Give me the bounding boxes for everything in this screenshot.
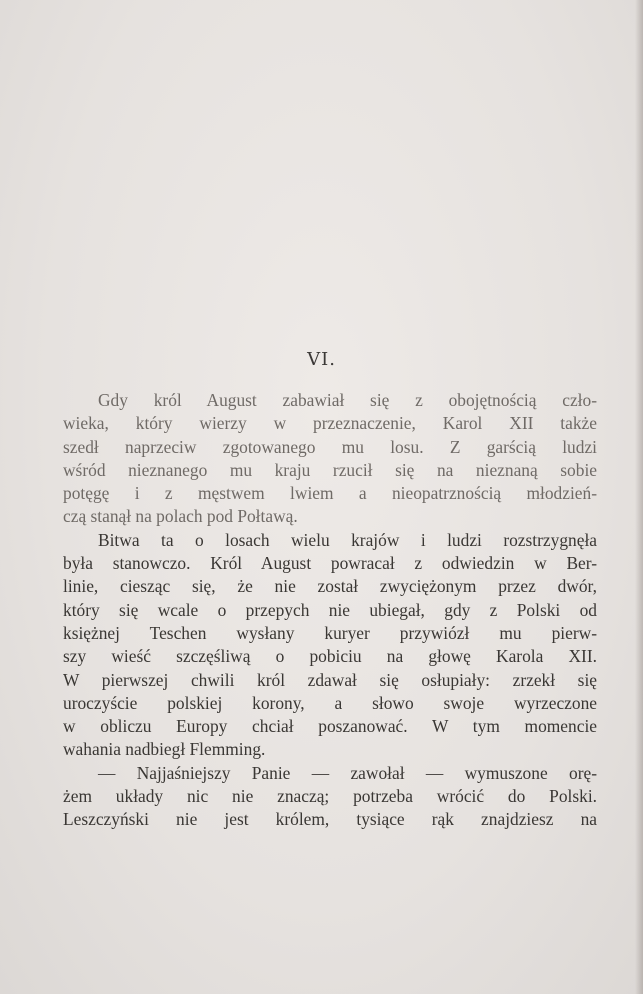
text-line: była stanowczo. Król August powracał z odwiedzin w Ber- bbox=[63, 553, 597, 574]
text-line: szy wieść szczęśliwą o pobiciu na głowę Karola XII. bbox=[63, 646, 597, 667]
text-line: wśród nieznanego mu kraju rzucił się na nieznaną sobie bbox=[63, 459, 597, 480]
text-line: — Najjaśniejszy Panie — zawołał — wymuszone orę- bbox=[98, 762, 597, 783]
body-text bbox=[63, 389, 597, 832]
text-line: w obliczu Europy chciał poszanować. W tym momencie bbox=[63, 716, 597, 737]
text-line: szedł naprzeciw zgotowanego mu losu. Z garścią ludzi bbox=[63, 436, 597, 457]
text-line: Leszczyński nie jest królem, tysiące rąk znajdziesz na bbox=[63, 809, 597, 830]
text-line: W pierwszej chwili król zdawał się osłupiały: zrzekł się bbox=[63, 669, 597, 690]
text-line: wahania nadbiegł Flemming. bbox=[63, 739, 266, 760]
text-line: księżnej Teschen wysłany kuryer przywiózł mu pierw- bbox=[63, 622, 597, 643]
text-line: który się wcale o przepych nie ubiegał, gdy z Polski od bbox=[63, 599, 597, 620]
text-line: Bitwa ta o losach wielu krajów i ludzi rozstrzygnęła bbox=[98, 529, 597, 550]
text-line: linie, ciesząc się, że nie został zwyciężonym przez dwór, bbox=[63, 576, 597, 597]
text-line: czą stanął na polach pod Połtawą. bbox=[63, 506, 298, 527]
text-line: potęgę i z męstwem lwiem a nieopatrznością młodzień- bbox=[63, 483, 597, 504]
text-line: wieka, który wierzy w przeznaczenie, Karol XII także bbox=[63, 413, 597, 434]
text-line: żem układy nic nie znaczą; potrzeba wrócić do Polski. bbox=[63, 786, 597, 807]
text-line: Gdy król August zabawiał się z obojętnością czło- bbox=[98, 390, 597, 410]
chapter-heading: VI. bbox=[307, 349, 336, 370]
page-edge-shadow bbox=[635, 0, 643, 994]
text-line: uroczyście polskiej korony, a słowo swoje wyrzeczone bbox=[63, 692, 597, 713]
